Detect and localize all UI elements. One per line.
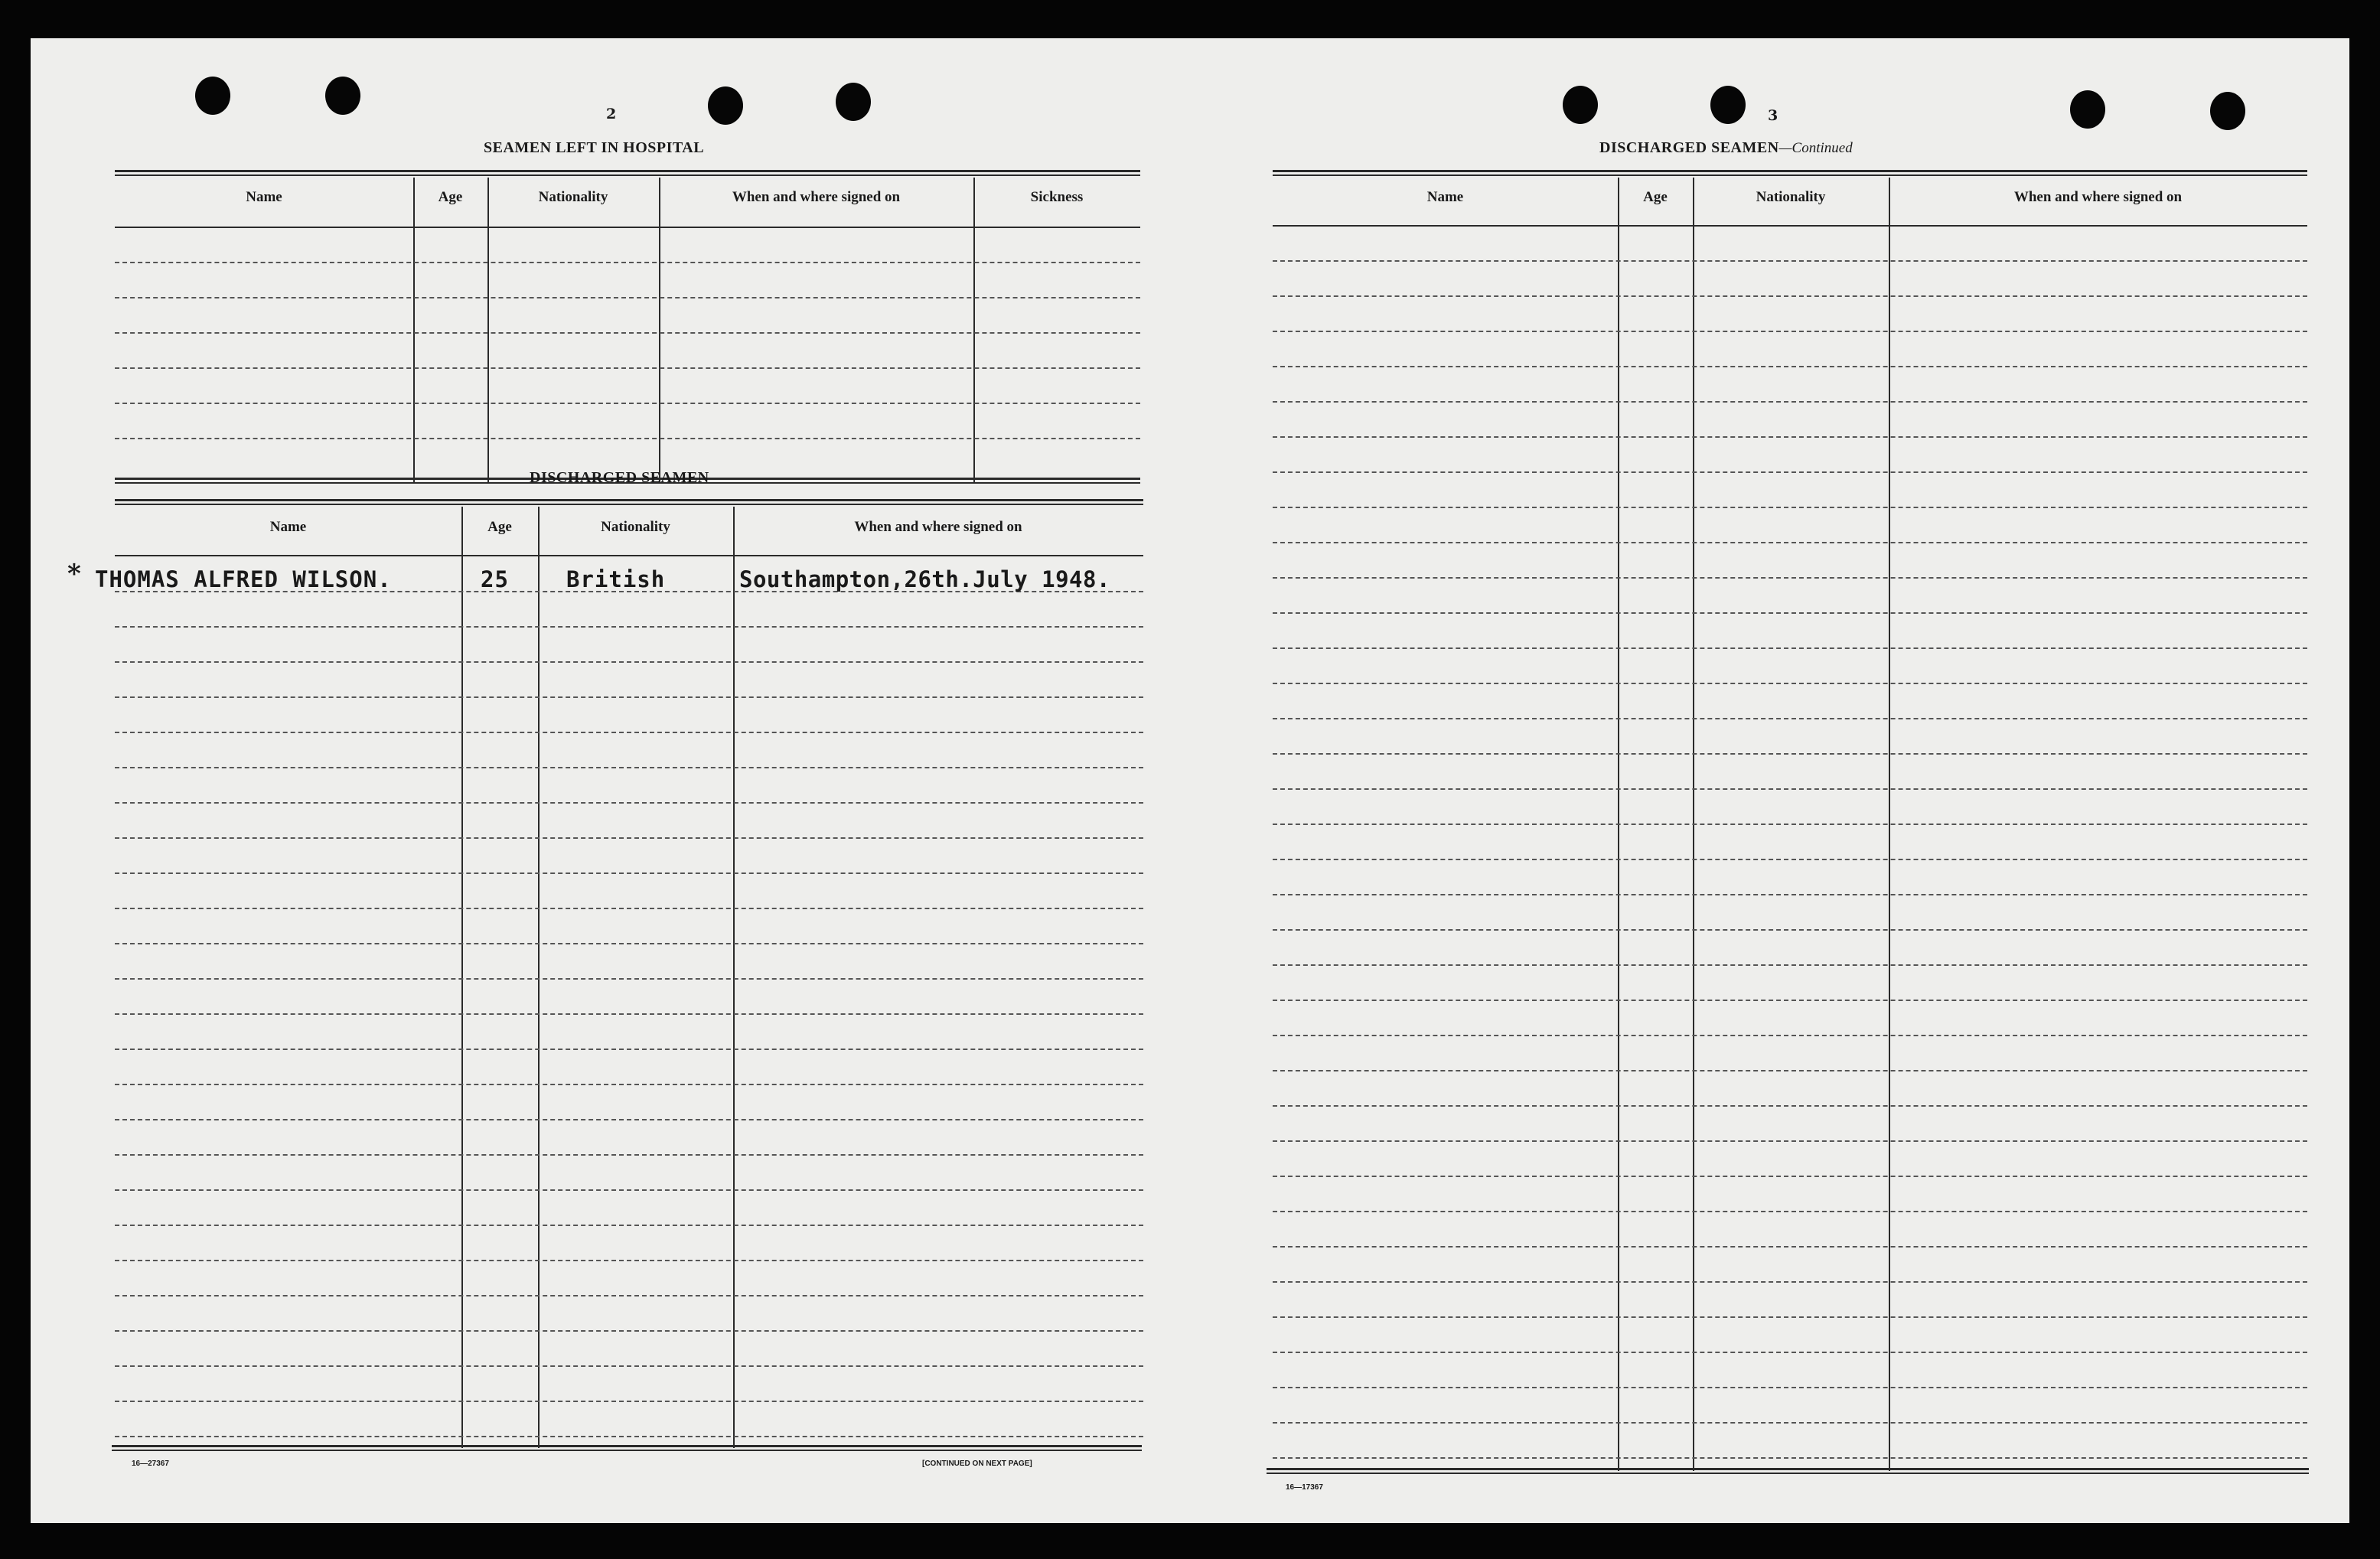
- row-rule: [115, 1330, 1143, 1332]
- row-rule: [115, 1225, 1143, 1226]
- right-title-continued: —Continued: [1778, 140, 1853, 156]
- discharged-col-nationality: Nationality: [601, 519, 670, 535]
- row-rule: [1273, 1316, 2307, 1318]
- punch-hole: [1563, 86, 1598, 124]
- row-rule: [1273, 1422, 2307, 1424]
- row-rule: [115, 802, 1143, 804]
- row-rule: [115, 908, 1143, 909]
- entry-signed-on: Southampton,26th.July 1948.: [739, 566, 1110, 592]
- manifest-sheet: [31, 38, 2349, 1523]
- hospital-col-signed-on: When and where signed on: [732, 189, 901, 205]
- row-rule: [1273, 295, 2307, 297]
- punch-hole: [836, 83, 871, 121]
- right-page-number: 3: [1768, 107, 1778, 124]
- entry-name: THOMAS ALFRED WILSON.: [95, 566, 392, 592]
- row-rule: [1273, 859, 2307, 860]
- row-rule: [115, 1119, 1143, 1120]
- row-rule: [1273, 471, 2307, 473]
- row-rule: [1273, 683, 2307, 684]
- right-form-number: 16—17367: [1286, 1483, 1323, 1492]
- row-rule: [115, 696, 1143, 698]
- row-rule: [115, 1365, 1143, 1367]
- discharged-col-age: Age: [487, 519, 512, 535]
- right-col-signed-on: When and where signed on: [2013, 189, 2183, 205]
- row-rule: [1273, 612, 2307, 614]
- row-rule: [115, 1436, 1143, 1437]
- discharged-title: DISCHARGED SEAMEN: [530, 469, 709, 486]
- row-rule: [1273, 1352, 2307, 1353]
- row-rule: [1273, 788, 2307, 790]
- discharged-col-name: Name: [269, 519, 307, 535]
- row-rule: [115, 978, 1143, 980]
- row-rule: [1273, 507, 2307, 508]
- punch-hole: [708, 86, 743, 125]
- row-rule: [1273, 824, 2307, 825]
- entry-age: 25: [481, 566, 509, 592]
- right-title: [1599, 139, 1853, 157]
- hospital-col-name: Name: [246, 189, 282, 205]
- row-rule: [115, 1295, 1143, 1296]
- right-col-name: Name: [1426, 189, 1464, 205]
- hospital-title: SEAMEN LEFT IN HOSPITAL: [484, 139, 705, 156]
- row-rule: [1273, 1457, 2307, 1459]
- row-rule: [1273, 331, 2307, 332]
- row-rule: [1273, 753, 2307, 755]
- left-page-number: 2: [606, 106, 617, 122]
- row-rule: [115, 1154, 1143, 1156]
- right-col-age: Age: [1643, 189, 1668, 205]
- row-rule: [1273, 1105, 2307, 1107]
- row-rule: [1273, 1070, 2307, 1071]
- discharged-col-signed-on: When and where signed on: [854, 519, 1022, 535]
- row-rule: [1273, 1176, 2307, 1177]
- left-form-number: 16—27367: [132, 1460, 169, 1468]
- row-rule: [1273, 1281, 2307, 1283]
- row-rule: [115, 1049, 1143, 1050]
- punch-hole: [325, 77, 360, 115]
- row-rule: [1273, 436, 2307, 438]
- row-rule: [1273, 542, 2307, 543]
- row-rule: [1273, 929, 2307, 931]
- row-rule: [115, 1013, 1143, 1015]
- row-rule: [115, 1084, 1143, 1085]
- hospital-col-sickness: Sickness: [1030, 189, 1084, 205]
- punch-hole: [2210, 92, 2245, 130]
- row-rule: [1273, 964, 2307, 966]
- row-rule: [115, 943, 1143, 944]
- punch-hole: [195, 77, 230, 115]
- row-rule: [1273, 1246, 2307, 1248]
- row-rule: [115, 767, 1143, 768]
- right-title-main: DISCHARGED SEAMEN: [1599, 139, 1779, 156]
- row-rule: [1273, 1211, 2307, 1212]
- row-rule: [115, 661, 1143, 663]
- row-rule: [1273, 1140, 2307, 1142]
- row-rule: [115, 626, 1143, 628]
- row-rule: [115, 1260, 1143, 1261]
- row-rule: [1273, 1000, 2307, 1001]
- row-rule: [1273, 647, 2307, 649]
- row-rule: [1273, 401, 2307, 403]
- hospital-col-age: Age: [438, 189, 463, 205]
- punch-hole: [2070, 90, 2105, 129]
- row-rule: [1273, 366, 2307, 367]
- continued-note: [CONTINUED ON NEXT PAGE]: [922, 1460, 1032, 1468]
- row-rule: [1273, 1035, 2307, 1036]
- row-rule: [115, 1189, 1143, 1191]
- row-rule: [1273, 577, 2307, 579]
- right-col-nationality: Nationality: [1756, 189, 1826, 205]
- row-rule: [115, 732, 1143, 733]
- entry-marker: *: [67, 559, 81, 589]
- hospital-col-nationality: Nationality: [538, 189, 608, 205]
- row-rule: [1273, 1387, 2307, 1388]
- row-rule: [115, 837, 1143, 839]
- row-rule: [115, 1401, 1143, 1402]
- entry-nationality: British: [566, 566, 666, 592]
- row-rule: [1273, 260, 2307, 262]
- row-rule: [1273, 718, 2307, 719]
- punch-hole: [1710, 86, 1746, 124]
- row-rule: [1273, 894, 2307, 895]
- row-rule: [115, 872, 1143, 874]
